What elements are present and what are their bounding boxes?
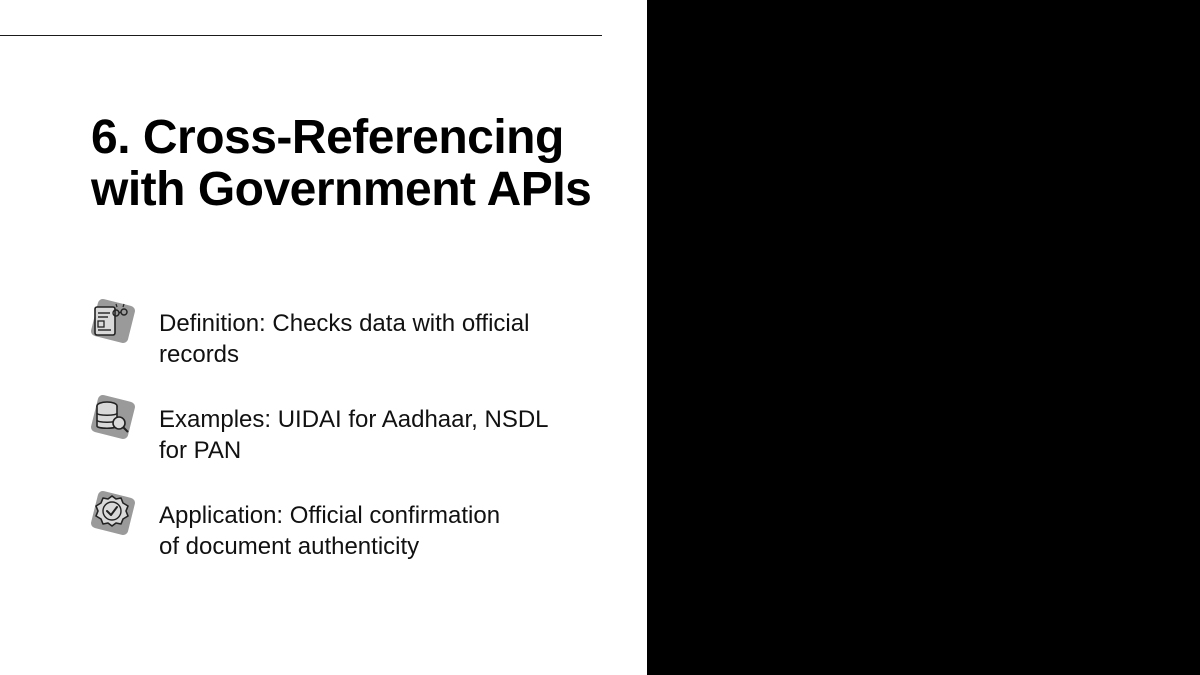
- image-panel: [647, 0, 1200, 675]
- verified-badge-icon: [86, 488, 138, 540]
- bullet-text-line-1: Examples: UIDAI for Aadhaar, NSDL: [159, 406, 549, 433]
- bullet-item-definition: [86, 296, 606, 392]
- top-divider-line: [0, 35, 602, 36]
- bullet-text-line-1: Application: Official confirmation: [159, 502, 501, 529]
- bullet-text-application: [159, 500, 589, 562]
- bullet-text-line-1: Definition: Checks data with official: [159, 310, 530, 337]
- bullet-text-line-2: of document authenticity: [159, 533, 420, 560]
- bullet-text-examples: [159, 404, 589, 466]
- slide-title: [91, 112, 631, 216]
- bullet-item-examples: [86, 392, 606, 488]
- slide-title-line-1: 6. Cross-Referencing: [91, 111, 564, 164]
- bullet-text-line-2: for PAN: [159, 437, 242, 464]
- bullet-text-definition: [159, 308, 589, 370]
- bullet-item-application: [86, 488, 606, 584]
- bullet-text-line-2: records: [159, 341, 240, 368]
- database-search-icon: [86, 392, 138, 444]
- bullet-list: [86, 296, 606, 584]
- slide-title-line-2: with Government APIs: [91, 163, 592, 216]
- document-verification-icon: [86, 296, 138, 348]
